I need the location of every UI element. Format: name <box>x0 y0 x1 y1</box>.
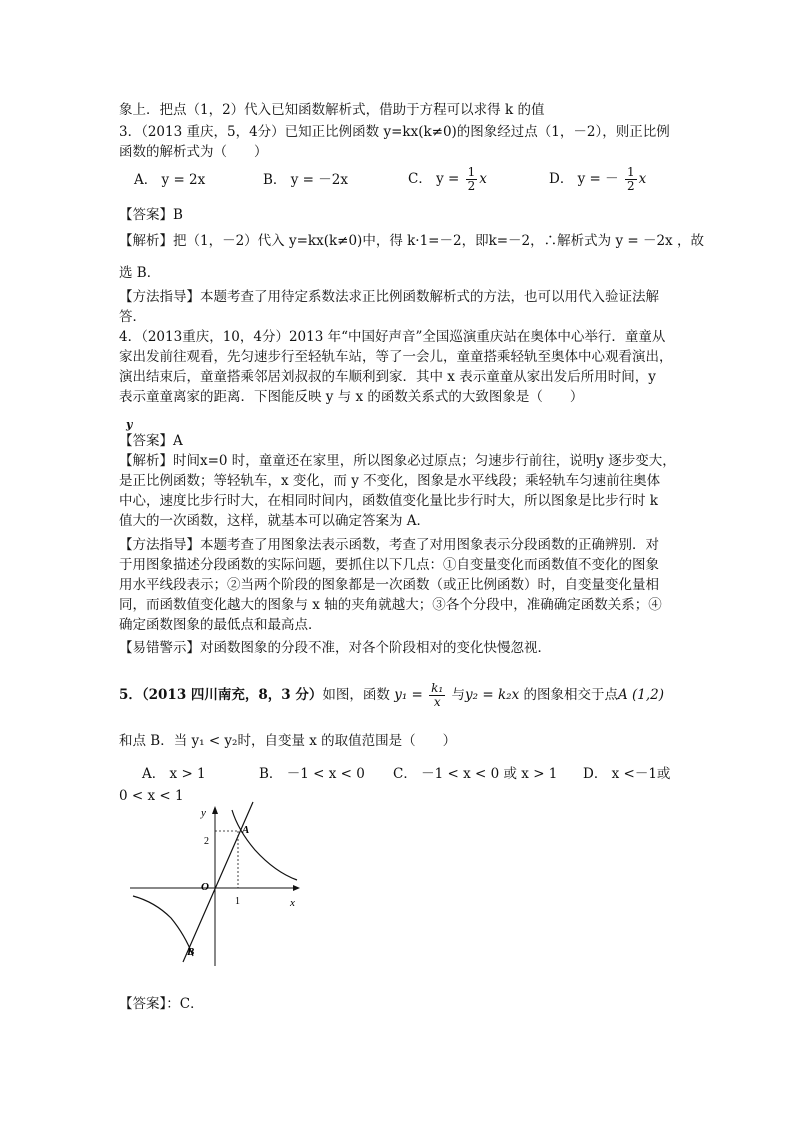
option-d-prefix: D． y = － <box>549 171 619 187</box>
text-line: 家出发前往观看，先匀速步行至轻轨车站，等了一会儿，童童搭乘轻轨至奥体中心观看演出， <box>119 349 673 365</box>
y1-label: y₁ = <box>394 687 423 703</box>
error-warning: 【易错警示】对函数图象的分段不准，对各个阶段相对的变化快慢忽视． <box>119 640 551 656</box>
x-axis-arrow <box>293 885 300 891</box>
hyperbola-branch-left <box>133 896 193 956</box>
hyperbola-branch-right <box>232 810 297 880</box>
question-4: 4．（2013重庆，10，4分）2013 年“中国好声音”全国巡演重庆站在奥体中心举行．童童从 <box>119 329 666 345</box>
numerator: 1 <box>467 165 476 179</box>
origin-label: O <box>201 881 209 893</box>
text: 的图象相交于点 <box>523 687 618 703</box>
y2-label: y₂ = k₂x <box>465 687 520 703</box>
point-a: A (1,2) <box>617 687 665 703</box>
text-line: 函数的解析式为（ ） <box>119 144 268 160</box>
denominator: 2 <box>467 179 476 193</box>
analysis: 【解析】时间x=0 时，童童还在家里，所以图象必过原点；匀速步行前往，说明y 逐步变大， <box>119 453 676 469</box>
denominator: 2 <box>626 179 635 193</box>
function-graph <box>125 800 305 970</box>
text-line: 于用图象描述分段函数的实际问题，要抓住以下几点：①自变量变化而函数值不变化的图象 <box>119 557 659 573</box>
point-a-label: A <box>242 824 250 836</box>
question-5-source: 5．（2013 四川南充，8，3 分） <box>119 687 323 703</box>
answer: 【答案】A <box>119 433 183 449</box>
text: 如图，函数 <box>322 687 390 703</box>
text-line: 演出结束后，童童搭乘邻居刘叔叔的车顺利到家．其中 x 表示童童从家出发后所用时间，y <box>119 369 656 385</box>
tick-x-label: 1 <box>235 896 240 907</box>
analysis: 【解析】把（1，－2）代入 y=kx(k≠0)中，得 k·1=－2，即k=－2，∴解析式为 y = －2x ，故 <box>119 233 704 249</box>
q5-option-d: D． x <－1或 <box>583 766 671 782</box>
question-5 <box>119 682 664 709</box>
option-c-suffix: x <box>479 171 487 187</box>
numerator: k₁ <box>431 681 444 695</box>
q5-option-b: B． －1 < x < 0 <box>259 766 365 782</box>
option-c-prefix: C． y = <box>408 171 460 187</box>
q3-option-b: B． y = －2x <box>263 172 348 188</box>
text-line: 表示童童离家的距离．下图能反映 y 与 x 的函数关系式的大致图象是（ ） <box>119 389 584 405</box>
q5-option-d-cont: 0 < x < 1 <box>119 788 184 804</box>
tick-y-label: 2 <box>204 836 209 847</box>
q3-option-d <box>549 166 646 193</box>
text-line: 答． <box>119 309 146 325</box>
text-line: 选 B． <box>119 265 161 281</box>
point-b-label: B <box>187 946 195 958</box>
text-line: 和点 B．当 y₁ < y₂时，自变量 x 的取值范围是（ ） <box>119 733 457 749</box>
method-tip: 【方法指导】本题考查了用待定系数法求正比例函数解析式的方法，也可以用代入验证法解 <box>119 289 659 305</box>
q5-option-c: C． －1 < x < 0 或 x > 1 <box>393 766 558 782</box>
text-line: 确定函数图象的最低点和最高点． <box>119 617 322 633</box>
y-axis-label: y <box>201 807 206 819</box>
question-3: 3．（2013 重庆，5，4分）已知正比例函数 y=kx(k≠0)的图象经过点（1，－2），则正比例 <box>119 124 670 140</box>
answer: 【答案】：C． <box>119 996 204 1012</box>
q5-option-a: A． x > 1 <box>142 766 206 782</box>
q3-option-a: A． y = 2x <box>134 172 206 188</box>
q3-option-c <box>408 166 487 193</box>
text: 与 <box>451 687 466 703</box>
fraction <box>466 166 478 193</box>
text-line: 用水平线段表示；②当两个阶段的图象都是一次函数（或正比例函数）时，自变量变化量相 <box>119 577 659 593</box>
numerator: 1 <box>626 165 635 179</box>
text-line: 中心，速度比步行时大，在相同时间内，函数值变化量比步行时大，所以图象是比步行时 k <box>119 493 658 509</box>
answer: 【答案】B <box>119 207 183 223</box>
text-line: 值大的一次函数，这样，就基本可以确定答案为 A． <box>119 513 431 529</box>
text-line: 是正比例函数；等轻轨车，x 变化，而 y 不变化，图象是水平线段；乘轻轨车匀速前往奥体 <box>119 473 661 489</box>
fraction-k1-x <box>429 682 445 709</box>
fraction <box>625 166 637 193</box>
text-line: 同，而函数值变化越大的图象与 x 轴的夹角就越大；③各个分段中，准确确定函数关系；④ <box>119 597 662 613</box>
x-axis-label: x <box>290 897 295 909</box>
stray-y-label: y <box>126 418 133 431</box>
text-line: 象上．把点（1，2）代入已知函数解析式，借助于方程可以求得 k 的值 <box>119 102 545 118</box>
denominator: x <box>433 695 441 709</box>
method-tip: 【方法指导】本题考查了用图象法表示函数，考查了对用图象表示分段函数的正确辨别．对 <box>119 537 659 553</box>
option-d-suffix: x <box>638 171 647 187</box>
y-axis-arrow <box>212 806 218 814</box>
